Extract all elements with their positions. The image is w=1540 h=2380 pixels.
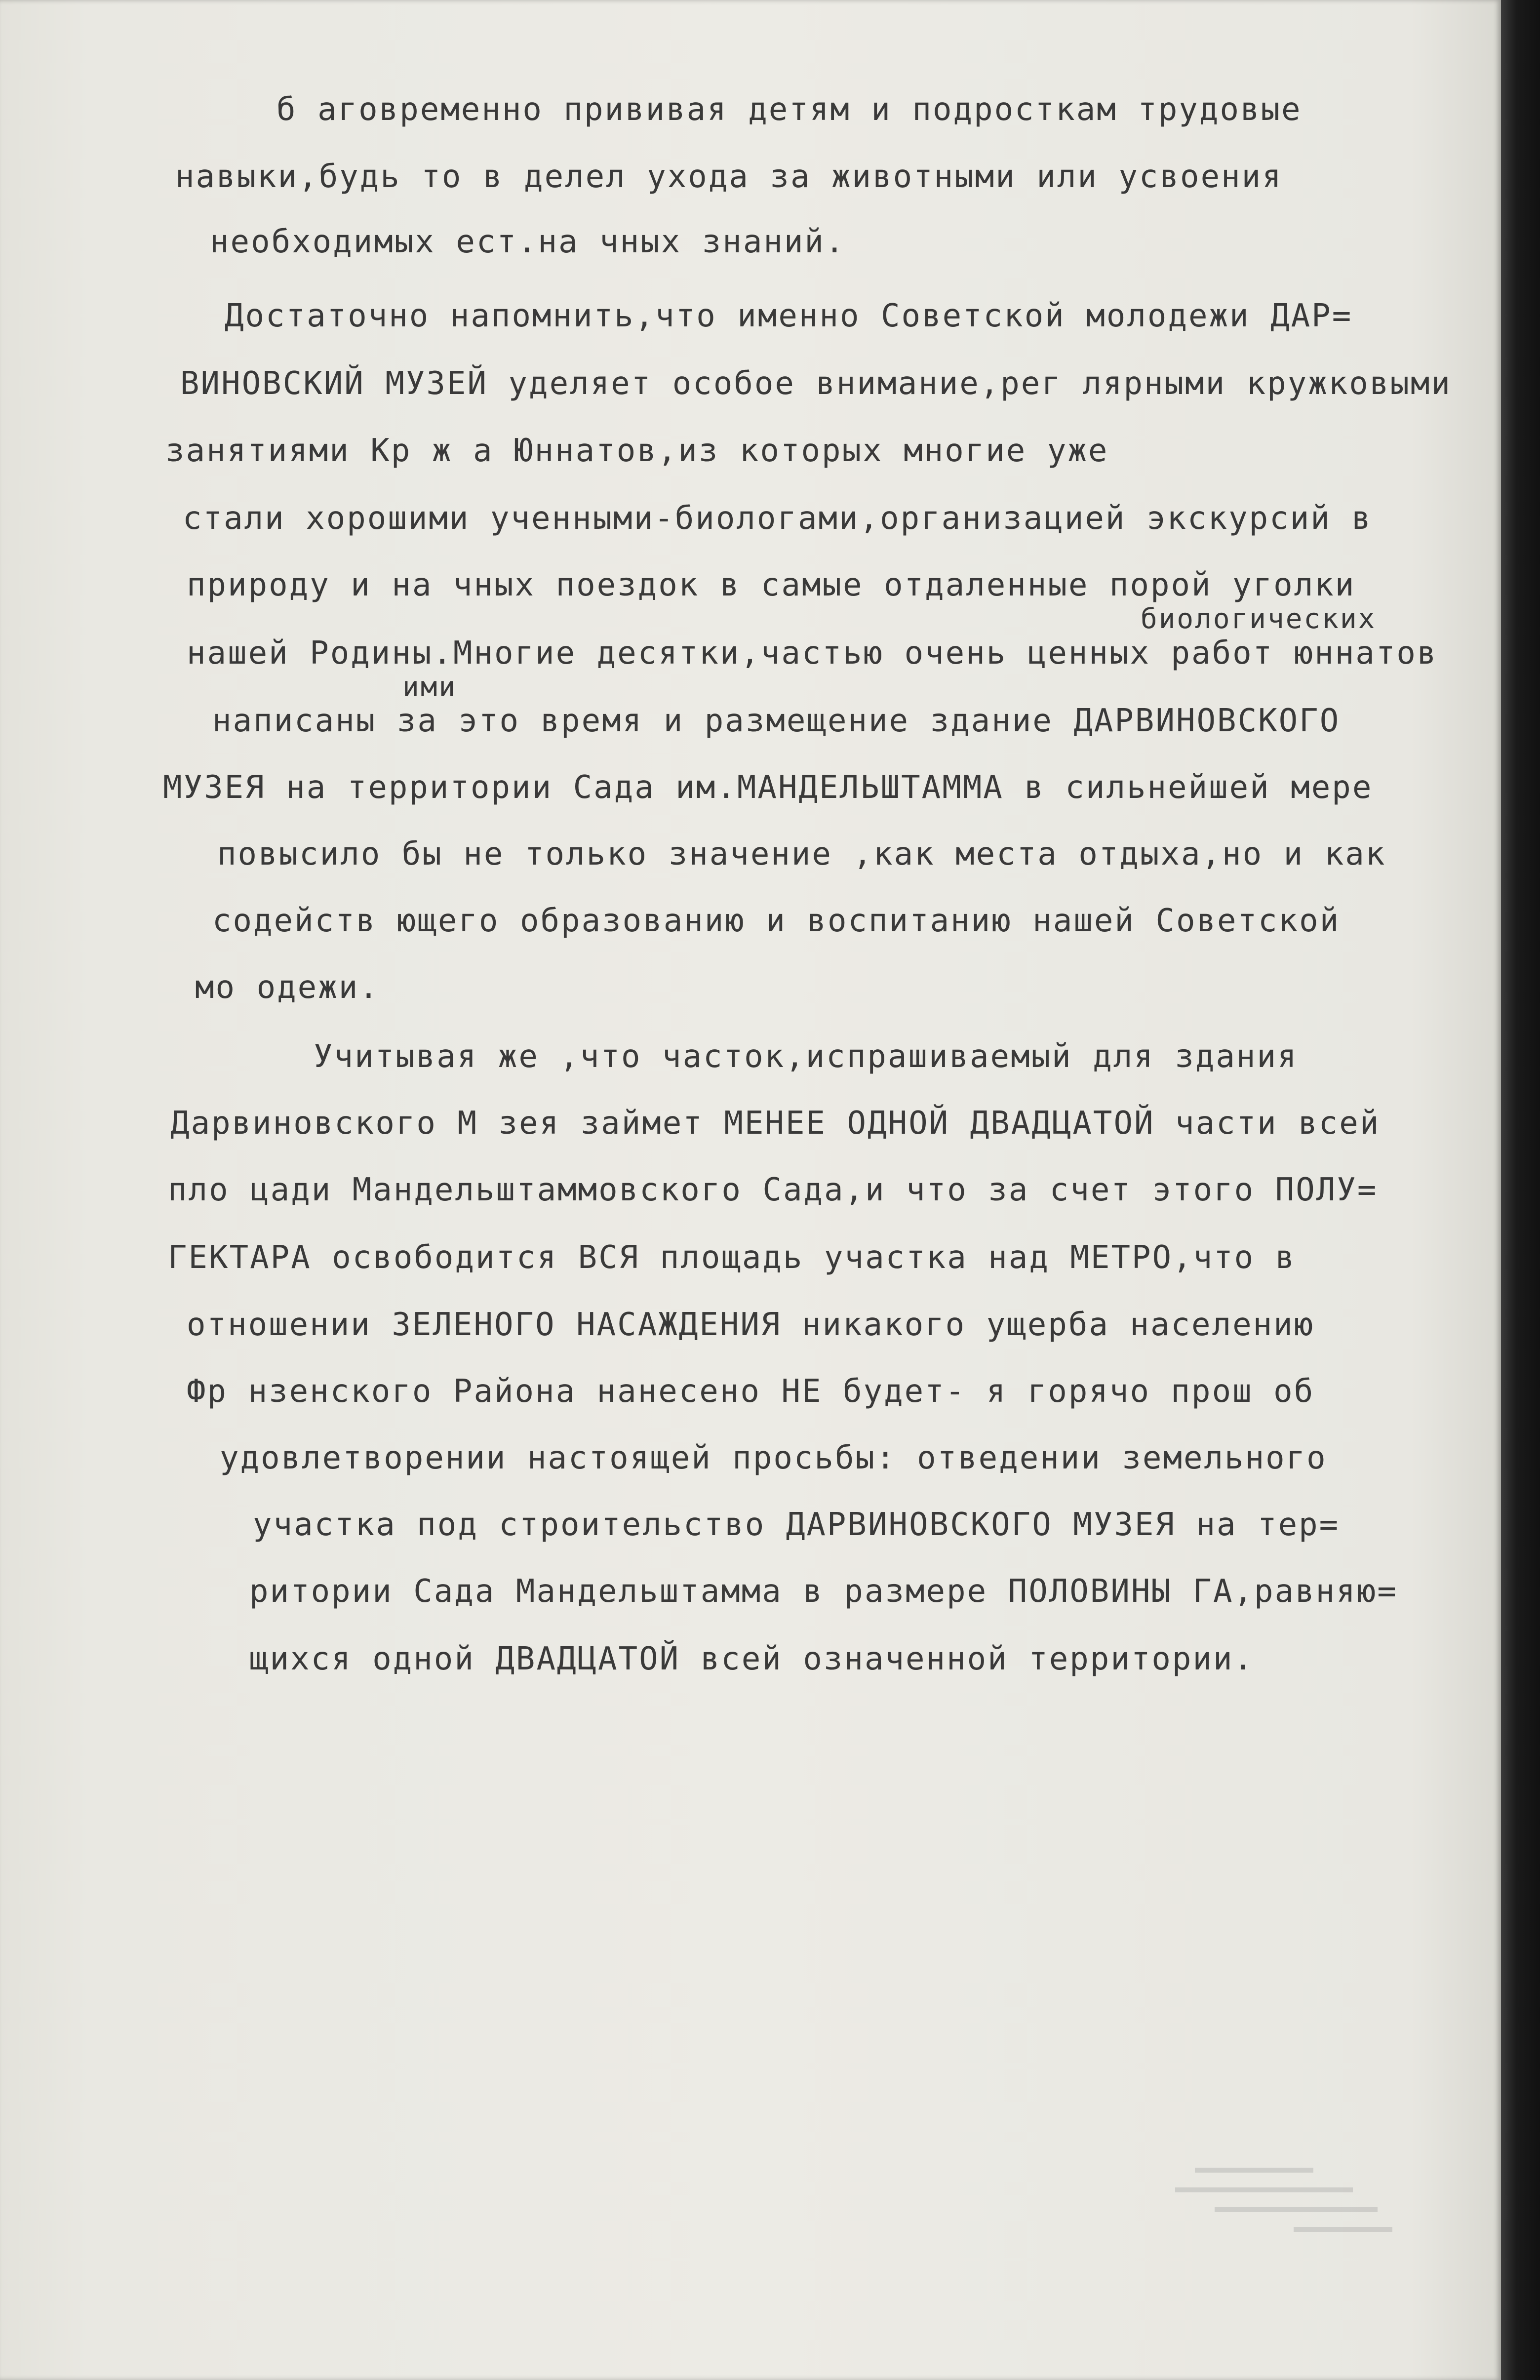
text-line-5: ВИНОВСКИЙ МУЗЕЙ уделяет особое внимание,рег лярными кружковыми xyxy=(180,365,1452,402)
text-insertion-1: биологических xyxy=(1141,603,1377,635)
text-line-12: повысило бы не только значение ,как места отдыха,но и как xyxy=(217,836,1386,873)
text-line-10: написаны за это время и размещение здание ДАРВИНОВСКОГО xyxy=(212,703,1341,739)
text-line-3: необходимых ест.на чных знаний. xyxy=(210,224,846,260)
text-line-21: удовлетворении настоящей просьбы: отведении земельного xyxy=(220,1440,1327,1476)
text-line-17: пло цади Мандельштаммовского Сада,и что за счет этого ПОЛУ= xyxy=(168,1172,1378,1208)
text-line-14: мо одежи. xyxy=(195,969,380,1006)
scan-edge-shadow xyxy=(1501,0,1540,2380)
text-line-19: отношении ЗЕЛЕНОГО НАСАЖДЕНИЯ никакого ущерба населению xyxy=(187,1307,1315,1343)
text-line-15: Учитывая же ,что часток,испрашиваемый для здания xyxy=(314,1038,1298,1075)
text-line-24: щихся одной ДВАДЦАТОЙ всей означенной территории. xyxy=(249,1641,1255,1677)
text-line-11: МУЗЕЯ на территории Сада им.МАНДЕЛЬШТАММА в сильнейшей мере xyxy=(163,769,1373,806)
text-line-13: содейств ющего образованию и воспитанию нашей Советской xyxy=(212,903,1341,939)
text-line-1: б аговременно прививая детям и подросткам трудовые xyxy=(276,91,1302,128)
text-insertion-2: ими xyxy=(402,671,457,703)
text-line-22: участка под строительство ДАРВИНОВСКОГО МУЗЕЯ на тер= xyxy=(253,1507,1340,1543)
text-line-9: нашей Родины.Многие десятки,частью очень ценных работ юннатов xyxy=(187,635,1438,672)
text-line-6: занятиями Кр ж а Юннатов,из которых многие уже xyxy=(165,433,1109,469)
text-line-18: ГЕКТАРА освободится ВСЯ площадь участка над МЕТРО,что в xyxy=(168,1239,1296,1276)
text-line-20: Фр нзенского Района нанесено НЕ будет- я горячо прош об xyxy=(187,1373,1315,1410)
text-line-16: Дарвиновского М зея займет МЕНЕЕ ОДНОЙ ДВАДЦАТОЙ части всей xyxy=(170,1105,1381,1142)
text-line-23: ритории Сада Мандельштамма в размере ПОЛОВИНЫ ГА,равняю= xyxy=(249,1573,1398,1610)
text-line-4: Достаточно напомнить,что именно Советской молодежи ДАР= xyxy=(225,298,1353,334)
faded-archive-stamp xyxy=(1165,2158,1442,2257)
text-line-8: природу и на чных поездок в самые отдаленные порой уголки xyxy=(187,567,1356,603)
text-line-7: стали хорошими ученными-биологами,организацией экскурсий в xyxy=(183,500,1372,537)
text-line-2: навыки,будь то в делел ухода за животными или усвоения xyxy=(175,159,1283,195)
